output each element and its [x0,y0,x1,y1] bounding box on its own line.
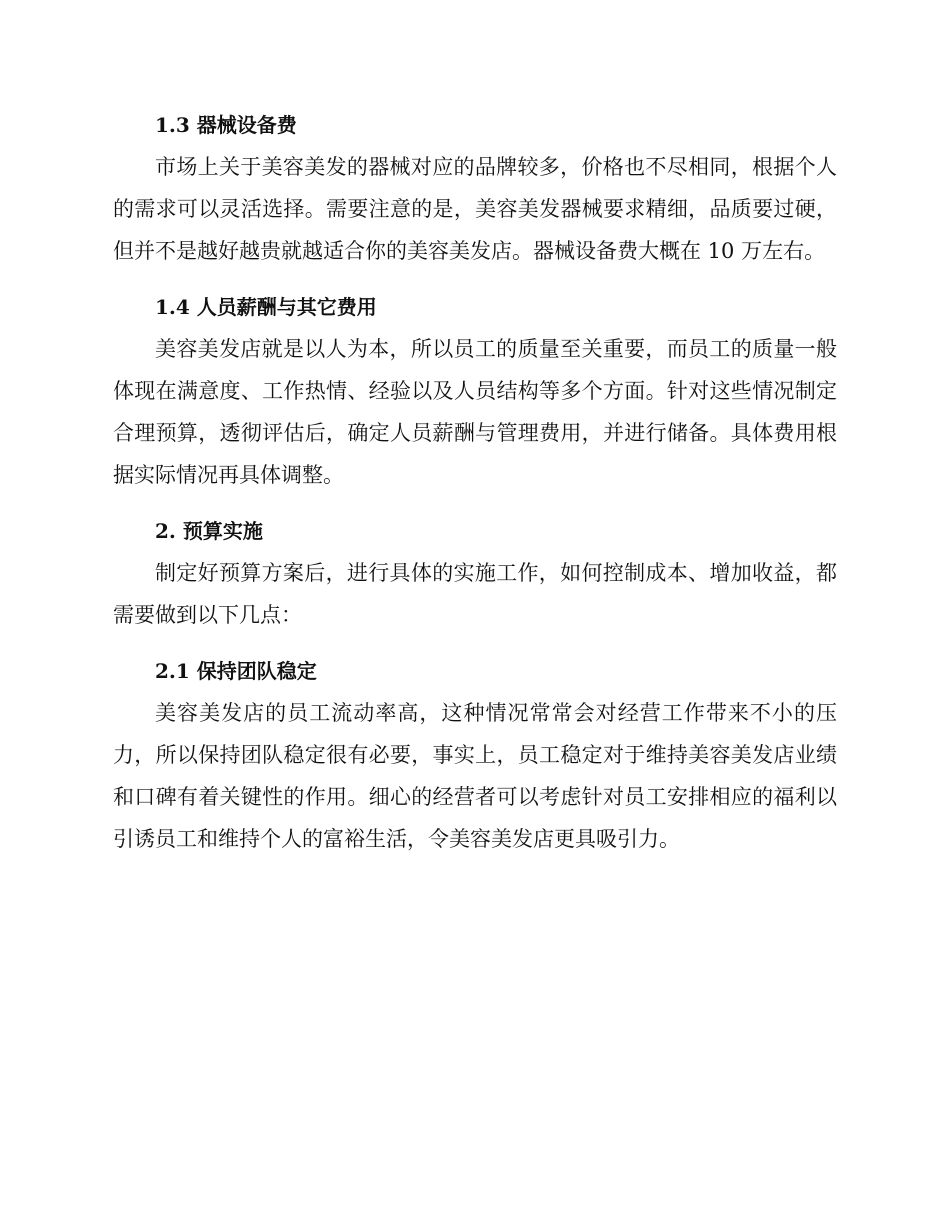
section-paragraph-equipment-cost: 市场上关于美容美发的器械对应的品牌较多，价格也不尽相同，根据个人的需求可以灵活选择。需要注意的是，美容美发器械要求精细，品质要过硬，但并不是越好越贵就越适合你的美容美发店。器械设备费大概在 10 万左右。 [113,155,837,263]
section-heading-equipment-cost: 1.3 器械设备费 [155,113,297,137]
section-heading-team-stability: 2.1 保持团队稳定 [155,659,317,683]
section-paragraph-staff-salary: 美容美发店就是以人为本，所以员工的质量至关重要，而员工的质量一般体现在满意度、工作热情、经验以及人员结构等多个方面。针对这些情况制定合理预算，透彻评估后，确定人员薪酬与管理费用，并进行储备。具体费用根据实际情况再具体调整。 [113,337,837,487]
section-paragraph-budget-implementation: 制定好预算方案后，进行具体的实施工作，如何控制成本、增加收益，都需要做到以下几点： [113,561,837,627]
section-paragraph-team-stability: 美容美发店的员工流动率高，这种情况常常会对经营工作带来不小的压力，所以保持团队稳定很有必要，事实上，员工稳定对于维持美容美发店业绩和口碑有着关键性的作用。细心的经营者可以考虑针对员工安排相应的福利以引诱员工和维持个人的富裕生活，令美容美发店更具吸引力。 [113,701,837,851]
section-heading-staff-salary: 1.4 人员薪酬与其它费用 [155,295,377,319]
document-page [113,104,837,860]
section-heading-budget-implementation: 2. 预算实施 [155,519,263,543]
